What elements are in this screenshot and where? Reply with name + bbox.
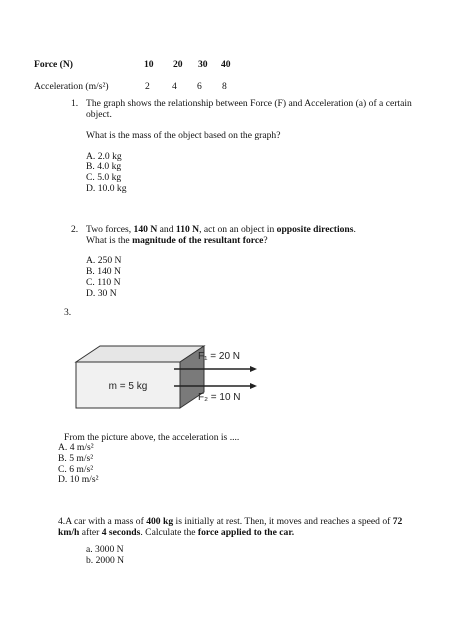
question-2-text-line2	[86, 235, 356, 246]
force-1-value: 140 N	[133, 224, 158, 235]
time-emphasis: 4 seconds	[101, 527, 141, 539]
resultant-emphasis: magnitude of the resultant force	[132, 235, 264, 247]
answer-option: a. 3000 N	[86, 544, 124, 555]
force-1-label: F₁ = 20 N	[198, 351, 241, 362]
question-3-options	[58, 443, 98, 486]
answer-option: b. 2000 N	[86, 554, 125, 566]
force-value: 20	[173, 59, 183, 70]
question-1-prompt: What is the mass of the object based on the graph?	[86, 130, 281, 142]
text-segment: ?	[263, 235, 268, 247]
question-4-text-line1	[58, 516, 402, 527]
text-segment: What is the	[86, 235, 133, 247]
question-2-number: 2.	[71, 224, 79, 235]
answer-option: A. 4 m/s²	[58, 442, 94, 453]
acceleration-value: 8	[222, 81, 227, 92]
mass-emphasis: 400 kg	[146, 516, 174, 527]
question-1-text-line1: The graph shows the relationship between Force (F) and Acceleration (a) of a certain	[86, 98, 412, 109]
question-3-prompt: From the picture above, the acceleration is ....	[64, 432, 240, 443]
speed-unit-emphasis: km/h	[58, 527, 80, 539]
block-diagram-svg	[70, 338, 270, 418]
text-segment: . Calculate the	[140, 527, 198, 539]
question-1-options	[86, 152, 412, 195]
text-segment: Two forces,	[86, 224, 134, 235]
force-value: 40	[221, 59, 231, 70]
answer-option: C. 110 N	[86, 277, 121, 288]
question-1-number: 1.	[71, 98, 79, 109]
question-3-number: 3.	[64, 307, 72, 318]
force-value: 10	[144, 59, 154, 70]
force-diagram	[70, 338, 270, 418]
force-1-arrowhead	[250, 366, 257, 372]
acceleration-value: 4	[172, 81, 177, 92]
force-2-arrowhead	[250, 383, 257, 389]
force-emphasis: force applied to the car.	[197, 527, 295, 539]
force-2-value: 110 N	[175, 224, 200, 235]
answer-option: B. 5 m/s²	[58, 452, 94, 464]
question-2-options	[86, 256, 356, 299]
text-segment: , act on an object in	[199, 224, 277, 235]
answer-option: B. 140 N	[86, 266, 121, 278]
question-4	[58, 516, 402, 538]
question-4-options	[86, 545, 124, 567]
question-1	[86, 98, 412, 195]
text-segment: .	[353, 224, 356, 235]
question-4-text-line2	[58, 527, 402, 538]
force-2-label: F₂ = 10 N	[198, 392, 241, 403]
force-label: Force (N)	[34, 59, 73, 70]
answer-option: D. 30 N	[86, 287, 117, 299]
answer-option: A. 250 N	[86, 255, 122, 267]
text-segment: is initially at rest. Then, it moves and reaches a speed of	[173, 516, 393, 527]
text-segment: and	[157, 224, 176, 235]
acceleration-value: 2	[145, 81, 150, 92]
question-2	[86, 224, 356, 300]
acceleration-label: Acceleration (m/s²)	[34, 81, 109, 92]
answer-option: D. 10 m/s²	[58, 474, 99, 486]
answer-option: B. 4.0 kg	[86, 161, 122, 173]
mass-label: m = 5 kg	[108, 381, 148, 392]
answer-option: C. 5.0 kg	[86, 172, 122, 184]
direction-emphasis: opposite directions	[276, 224, 354, 235]
question-2-text-line1	[86, 224, 356, 235]
text-segment: 4.A car with a mass of	[58, 516, 147, 527]
question-1-text-line2: object.	[86, 109, 112, 121]
text-segment: after	[79, 527, 102, 539]
answer-option: A. 2.0 kg	[86, 150, 122, 162]
answer-option: C. 6 m/s²	[58, 463, 94, 475]
acceleration-value: 6	[197, 81, 202, 92]
answer-option: D. 10.0 kg	[86, 183, 127, 194]
force-value: 30	[198, 59, 208, 70]
speed-emphasis: 72	[392, 516, 403, 527]
